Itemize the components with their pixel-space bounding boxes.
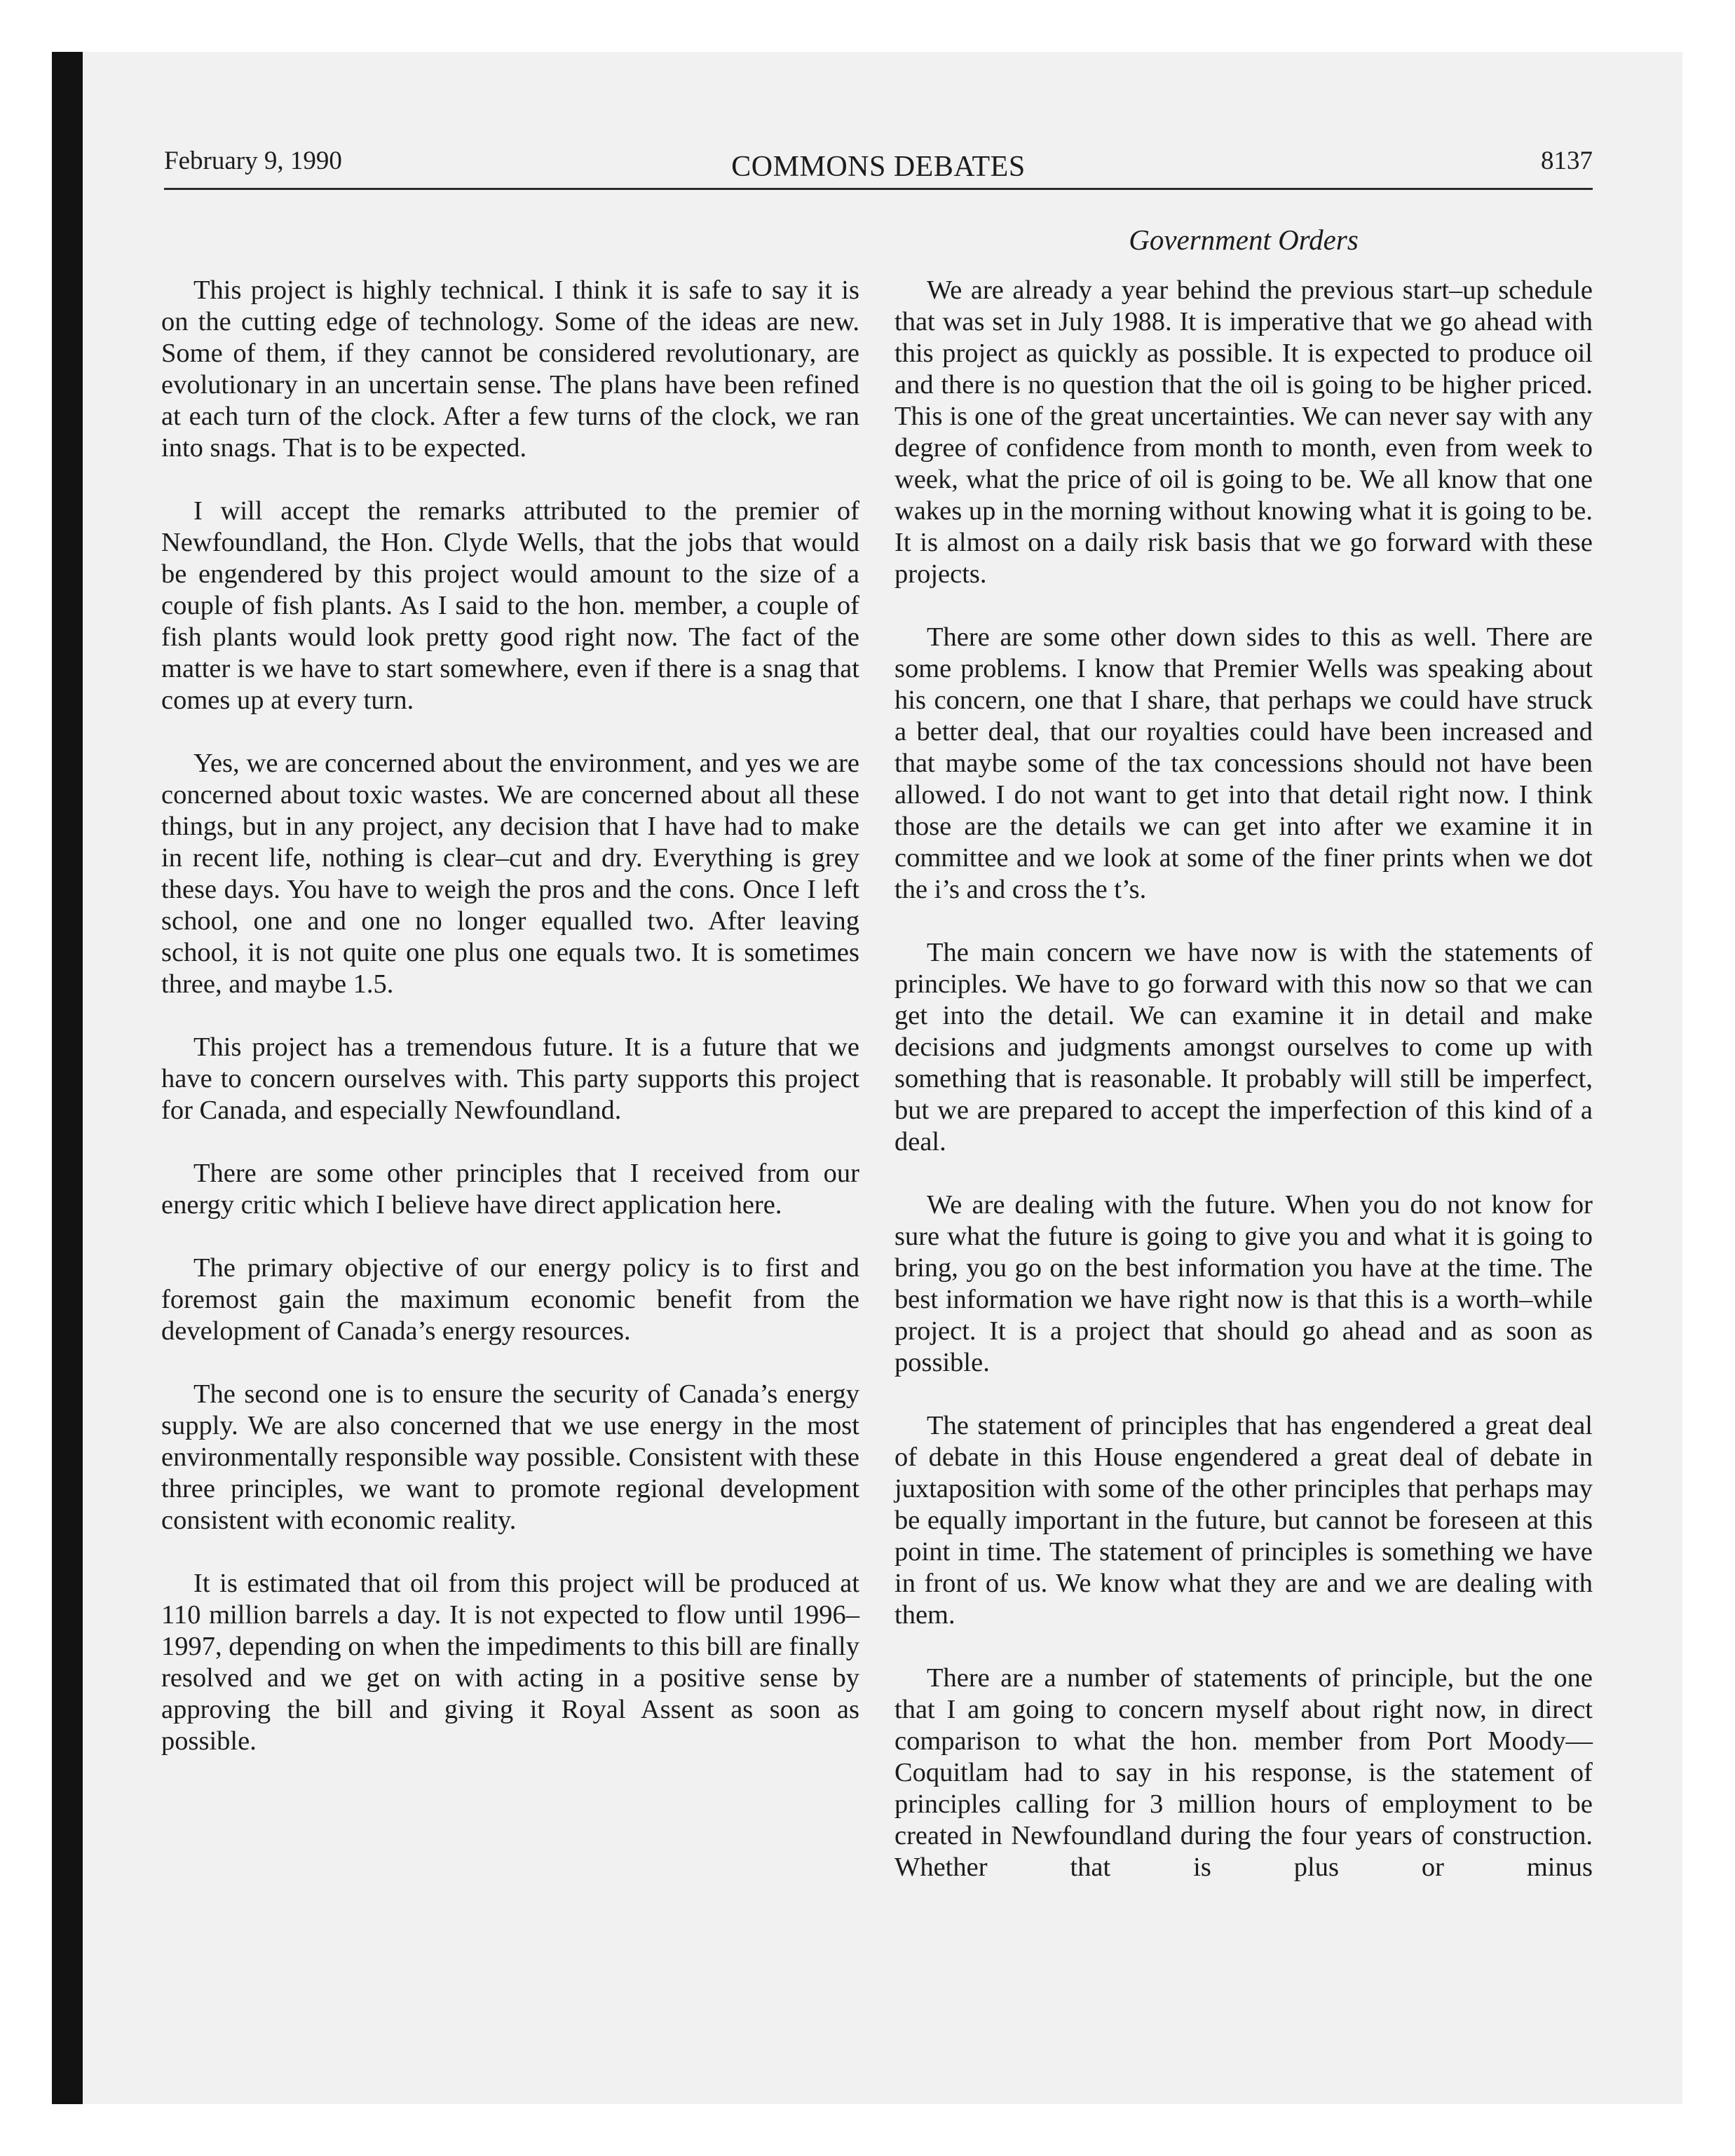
paragraph: It is estimated that oil from this project will be produced at 110 million barrels a day. It is not expected to flow until 1996–1997, depending on when the impediments to this bill are finally resolved and we get on with acting in a positive sense by approving the bill and giving it Royal Assent as soon as possible. bbox=[161, 1569, 859, 1756]
left-column bbox=[161, 275, 859, 1789]
paragraph: The second one is to ensure the security of Canada’s energy supply. We are also concerned that we use energy in the most environmentally responsible way possible. Consistent with these three principles, we want to promote regional development consistent with economic reality. bbox=[161, 1379, 859, 1535]
right-column bbox=[894, 275, 1593, 1883]
running-header bbox=[164, 143, 1593, 190]
paragraph: I will accept the remarks attributed to the premier of Newfoundland, the Hon. Clyde Wells, that the jobs that would be engendered by this project would amount to the size of a couple of fish plants. As I said to the hon. member, a couple of fish plants would look pretty good right now. The fact of the matter is we have to start somewhere, even if there is a snag that comes up at every turn. bbox=[161, 496, 859, 715]
section-heading: Government Orders bbox=[1129, 224, 1359, 256]
header-date: February 9, 1990 bbox=[164, 146, 342, 175]
paragraph: This project has a tremendous future. It is a future that we have to concern ourselves with. This party supports this project for Canada, and especially Newfoundland. bbox=[161, 1032, 859, 1125]
header-page-number: 8137 bbox=[1541, 146, 1593, 175]
binding-shadow bbox=[52, 52, 83, 2104]
paragraph: This project is highly technical. I think it is safe to say it is on the cutting edge of technology. Some of the ideas are new. Some of them, if they cannot be considered revolutionary, are evolutionary in an uncertain sense. The plans have been refined at each turn of the clock. After a few turns of the clock, we ran into snags. That is to be expected. bbox=[161, 275, 859, 463]
paragraph-continued: There are a number of statements of principle, but the one that I am going to concern myself about right now, in direct comparison to what the hon. member from Port Moody—Coquitlam had to say in his response, is the statement of principles calling for 3 million hours of employment to be created in Newfoundland during the four years of construction. Whether that is plus or minus bbox=[894, 1663, 1593, 1882]
paragraph: There are some other principles that I received from our energy critic which I believe have direct application here. bbox=[161, 1159, 859, 1220]
paragraph: We are already a year behind the previous start–up schedule that was set in July 1988. It is imperative that we go ahead with this project as quickly as possible. It is expected to produce oil and there is no question that the oil is going to be higher priced. This is one of the great uncertainties. We can never say with any degree of confidence from month to month, even from week to week, what the price of oil is going to be. We all know that one wakes up in the morning without knowing what it is going to be. It is almost on a daily risk basis that we go forward with these projects. bbox=[894, 275, 1593, 589]
paragraph: The main concern we have now is with the statements of principles. We have to go forward with this now so that we can get into the detail. We can examine it in detail and make decisions and judgments amongst ourselves to come up with something that is reasonable. It probably will still be imperfect, but we are prepared to accept the imperfection of this kind of a deal. bbox=[894, 938, 1593, 1157]
paragraph: We are dealing with the future. When you do not know for sure what the future is going to give you and what it is going to bring, you go on the best information you have at the time. The best information we have right now is that this is a worth–while project. It is a project that should go ahead and as soon as possible. bbox=[894, 1190, 1593, 1377]
paragraph: Yes, we are concerned about the environment, and yes we are concerned about toxic wastes. We are concerned about all these things, but in any project, any decision that I have had to make in recent life, nothing is clear–cut and dry. Everything is grey these days. You have to weigh the pros and the cons. Once I left school, one and one no longer equalled two. After leaving school, it is not quite one plus one equals two. It is sometimes three, and maybe 1.5. bbox=[161, 749, 859, 999]
paragraph: There are some other down sides to this as well. There are some problems. I know that Premier Wells was speaking about his concern, one that I share, that perhaps we could have struck a better deal, that our royalties could have been increased and that maybe some of the tax concessions should not have been allowed. I do not want to get into that detail right now. I think those are the details we can get into after we examine it in committee and we look at some of the finer prints when we dot the i’s and cross the t’s. bbox=[894, 622, 1593, 904]
paragraph: The statement of principles that has engendered a great deal of debate in this House engendered a great deal of debate in juxtaposition with some of the other principles that perhaps may be equally important in the future, but cannot be foreseen at this point in time. The statement of principles is something we have in front of us. We know what they are and we are dealing with them. bbox=[894, 1411, 1593, 1630]
header-publication-title: COMMONS DEBATES bbox=[731, 151, 1026, 183]
paragraph: The primary objective of our energy policy is to first and foremost gain the maximum economic benefit from the development of Canada’s energy resources. bbox=[161, 1253, 859, 1346]
